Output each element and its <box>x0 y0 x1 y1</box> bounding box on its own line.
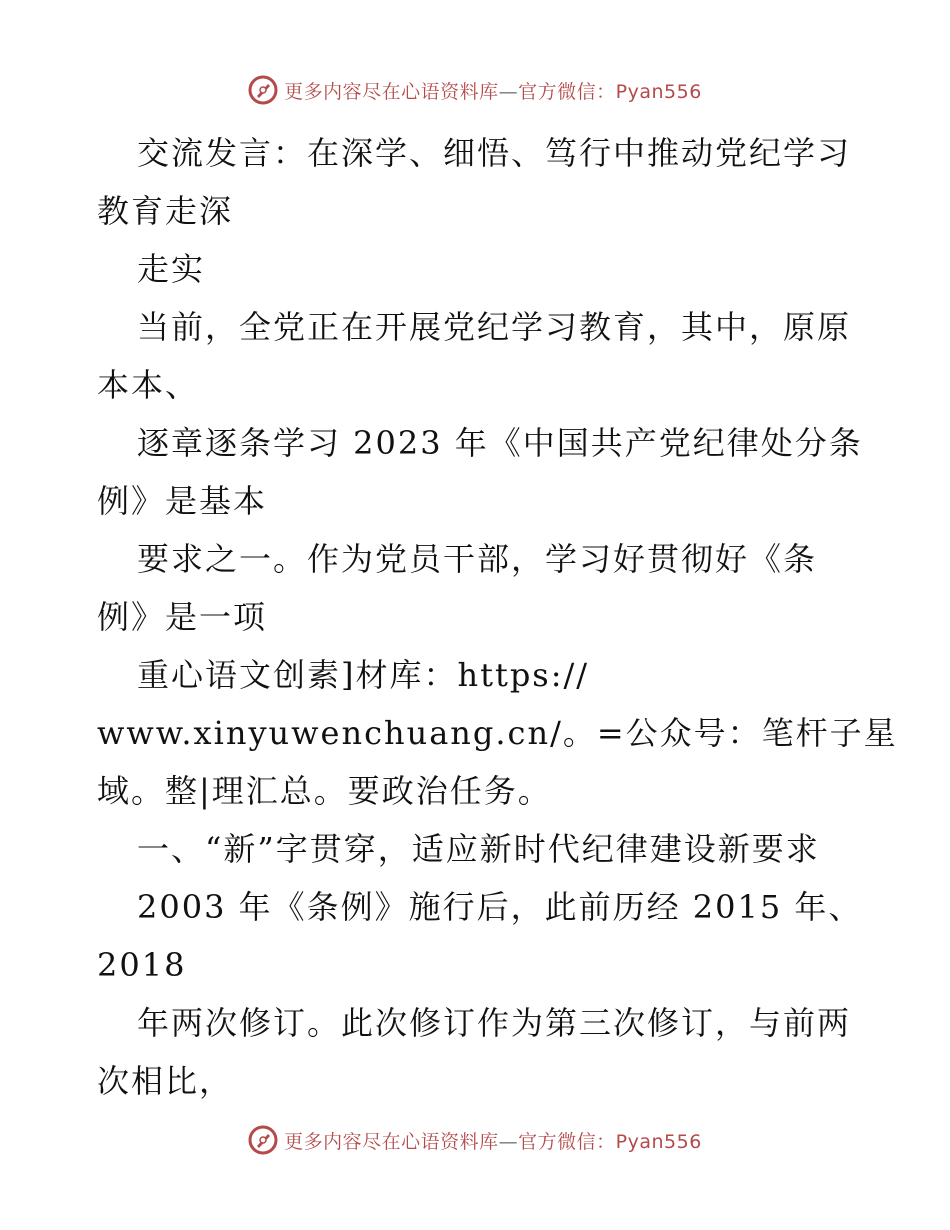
text-line: 域。整|理汇总。要政治任务。 <box>97 772 552 810</box>
text-line: 本本、 <box>97 366 200 404</box>
text-line: 重心语文创素]材库：https:// <box>137 656 590 694</box>
text-line: 年两次修订。此次修订作为第三次修订，与前两 <box>137 1004 852 1042</box>
text-line: 走实 <box>137 250 206 288</box>
text-line: 2018 <box>97 946 187 984</box>
banner-text: 更多内容尽在心语资料库—官方微信：Pyan556 <box>284 1130 702 1153</box>
text-line: 例》是一项 <box>97 598 268 636</box>
text-line: 要求之一。作为党员干部，学习好贯彻好《条 <box>137 540 818 578</box>
pen-logo-icon <box>248 1125 278 1155</box>
text-line: 2003 年《条例》施行后，此前历经 2015 年、 <box>137 888 863 926</box>
footer-watermark-banner <box>0 1120 950 1160</box>
text-line: www.xinyuwenchuang.cn/。=公众号：笔杆子星 <box>97 714 898 752</box>
text-line: 教育走深 <box>97 192 234 230</box>
text-line: 例》是基本 <box>97 482 268 520</box>
text-line: 逐章逐条学习 2023 年《中国共产党纪律处分条 <box>137 424 863 462</box>
section-heading: 一、“新”字贯穿，适应新时代纪律建设新要求 <box>137 830 820 868</box>
banner-text: 更多内容尽在心语资料库—官方微信：Pyan556 <box>284 80 702 103</box>
text-line: 交流发言：在深学、细悟、笃行中推动党纪学习 <box>137 134 852 172</box>
text-line: 次相比， <box>97 1062 234 1100</box>
document-body <box>97 124 898 1110</box>
pen-logo-icon <box>248 75 278 105</box>
header-watermark-banner <box>0 70 950 110</box>
text-line: 当前，全党正在开展党纪学习教育，其中，原原 <box>137 308 852 346</box>
